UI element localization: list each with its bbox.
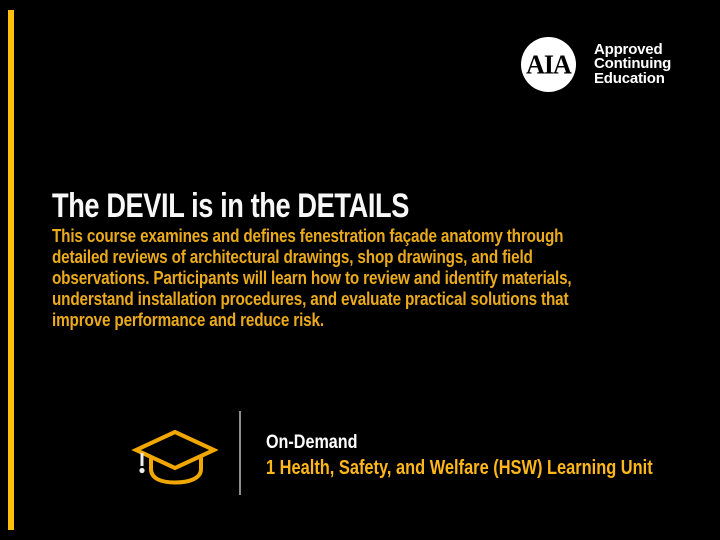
page-title: The DEVIL is in the DETAILS [52,186,409,225]
aia-logo-circle [521,37,576,92]
logo-caption-line: Continuing [594,55,672,73]
aia-monogram: AIA [526,48,571,80]
description-line: detailed reviews of architectural drawings, shop drawings, and field [52,247,533,267]
logo-caption-line: Approved [594,40,663,58]
description-line: observations. Participants will learn how to review and identify materials, [52,268,572,288]
credit-label: 1 Health, Safety, and Welfare (HSW) Learning Unit [266,456,653,479]
footer-divider [239,411,241,495]
graduation-cap-icon [130,429,218,489]
format-label: On-Demand [266,432,358,453]
description-line: This course examines and defines fenestration façade anatomy through [52,226,564,246]
course-description [52,226,572,331]
description-line: understand installation procedures, and evaluate practical solutions that [52,289,569,309]
description-line: improve performance and reduce risk. [52,310,324,330]
aia-logo [521,37,671,92]
aia-logo-caption [594,40,672,87]
logo-caption-line: Education [594,69,665,87]
left-accent-bar [8,10,14,530]
